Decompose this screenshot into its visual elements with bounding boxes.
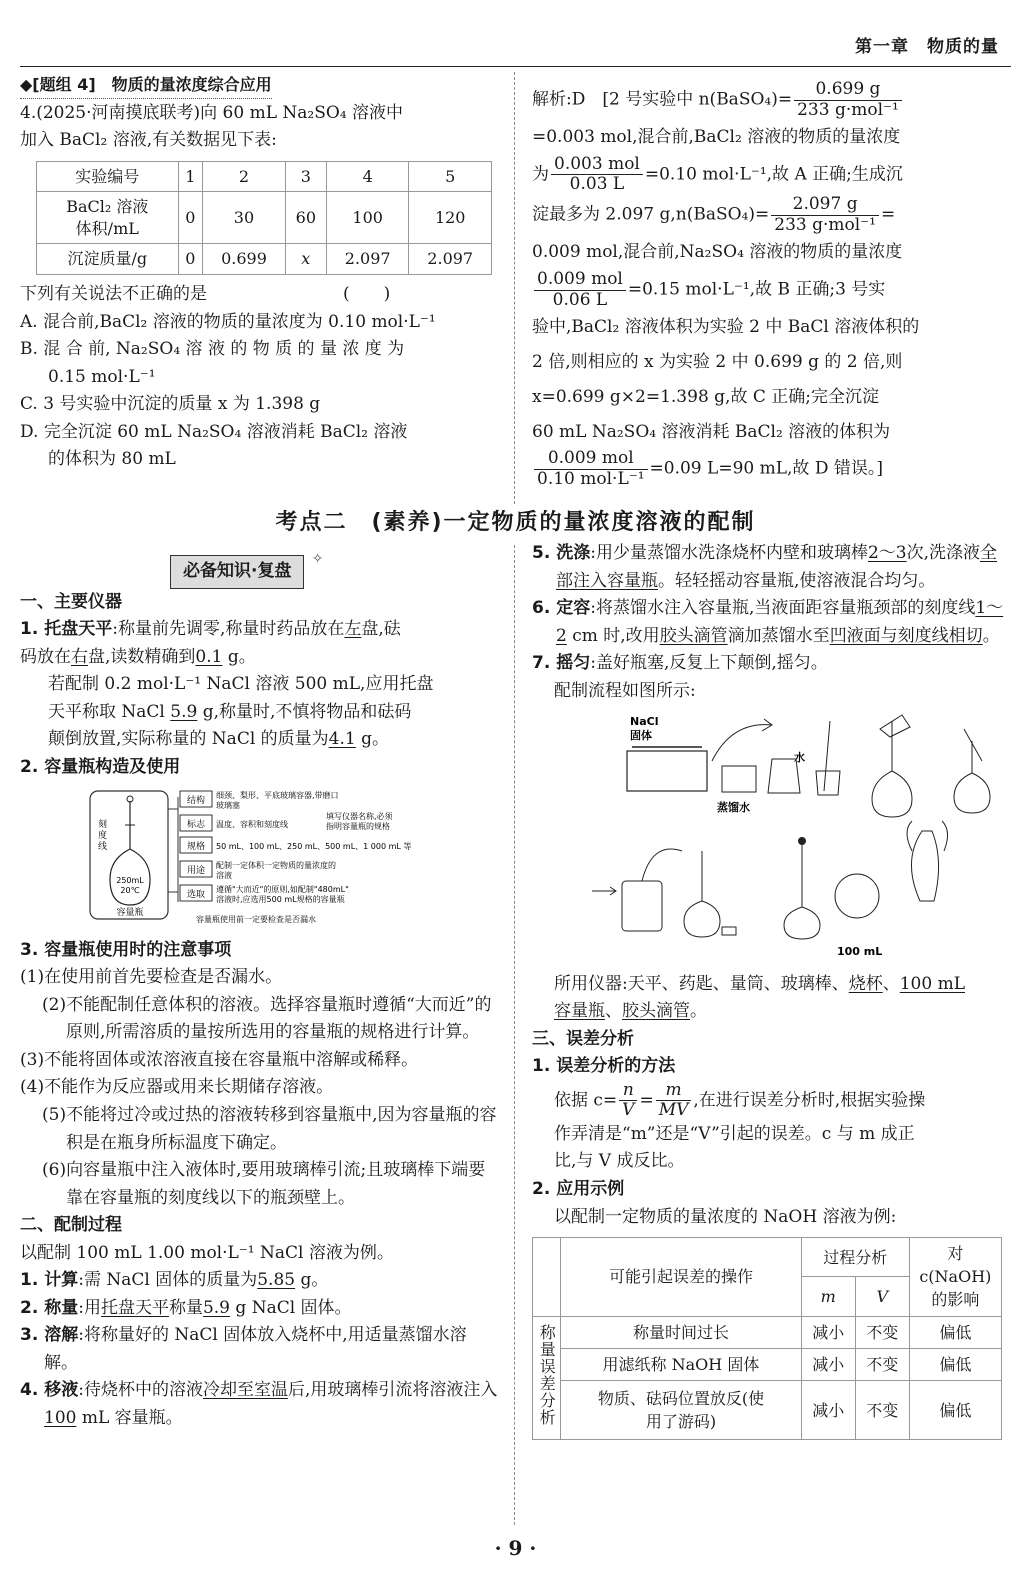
answer: 烧杯 xyxy=(848,973,883,994)
fraction-num: 0.009 mol xyxy=(534,270,626,291)
table-cell: 减小 xyxy=(801,1316,855,1348)
table-cell: 减小 xyxy=(801,1381,855,1440)
group-title: ◆[题组 4] 物质的量浓度综合应用 xyxy=(20,72,272,99)
fraction-den: 0.10 mol·L⁻¹ xyxy=(537,468,645,489)
table-row xyxy=(533,1238,1002,1277)
text: :用少量蒸馏水洗涤烧杯内壁和玻璃棒 xyxy=(590,543,868,563)
fraction xyxy=(534,270,626,310)
answer: 5.85 xyxy=(257,1270,296,1291)
answer: 左 xyxy=(344,619,362,640)
table-cell: 偏低 xyxy=(909,1348,1001,1380)
item-label: 2. 应用示例 xyxy=(532,1179,625,1199)
column-divider-bottom xyxy=(514,545,515,1525)
table-cell: 实验编号 xyxy=(37,161,179,192)
item-label: 1. 误差分析的方法 xyxy=(532,1056,676,1077)
row-value: 玻璃塞 xyxy=(216,801,240,811)
table-cell: 称量时间过长 xyxy=(561,1316,802,1348)
question-stem: 下列有关说法不正确的是 ( ) xyxy=(20,283,391,304)
badge-label: 必备知识·复盘 xyxy=(183,561,292,581)
nacl-label: NaCl xyxy=(630,715,659,729)
step-label: 7. 摇匀 xyxy=(532,653,591,674)
fraction xyxy=(771,195,879,235)
table-cell: x xyxy=(285,244,326,275)
sol-text: 验中,BaCl₂ 溶液体积为实验 2 中 BaCl 溶液体积的 xyxy=(532,317,920,338)
option-b: B. 混 合 前, Na₂SO₄ 溶 液 的 物 质 的 量 浓 度 为 xyxy=(20,339,405,360)
beaker-icon xyxy=(816,771,840,795)
row-value: 温度、容积和刻度线 xyxy=(216,820,288,830)
item-label: 1. 托盘天平 xyxy=(20,619,113,640)
text: 比,与 V 成反比。 xyxy=(554,1151,685,1172)
step-label: 6. 定容 xyxy=(532,598,591,619)
table-cell: 5 xyxy=(409,161,492,192)
dropper-icon xyxy=(798,837,806,845)
text: :称量前先调零,称量时药品放在 xyxy=(112,619,345,640)
text: 码放在 xyxy=(20,646,71,667)
answer: 凹液面与刻度线相切 xyxy=(829,625,983,646)
sol-text: 解析:D [2 号实验中 n(BaSO₄)= xyxy=(532,89,793,110)
text: 颠倒放置,实际称量的 NaCl 的质量为 xyxy=(48,729,329,750)
chapter-header: 第一章 物质的量 xyxy=(855,37,999,57)
answer: 100 mL xyxy=(899,973,965,994)
header-rule xyxy=(20,66,1011,67)
text: 依据 c= xyxy=(554,1090,618,1111)
sol-text: =0.15 mol·L⁻¹,故 B 正确;3 号实 xyxy=(627,279,886,300)
flask-name: 容量瓶 xyxy=(116,908,144,919)
side-label: 称量误差分析 xyxy=(537,1323,557,1426)
answer: 右 xyxy=(71,646,88,667)
text: g NaCl 固体。 xyxy=(230,1297,352,1318)
table-cell: 0 xyxy=(178,244,203,275)
text: g。 xyxy=(295,1270,329,1291)
heading-process: 二、配制过程 xyxy=(20,1215,122,1236)
answer: 容量瓶 xyxy=(554,1001,605,1022)
fraction-den: 0.06 L xyxy=(552,289,608,310)
header-line: 对 c(NaOH) xyxy=(919,1244,992,1287)
fraction-num: m xyxy=(656,1081,692,1102)
option-d-cont: 的体积为 80 mL xyxy=(48,449,176,470)
hand-icon xyxy=(907,821,948,851)
beaker-icon xyxy=(768,759,800,793)
answer: 5.9 xyxy=(202,1297,230,1318)
table-cell: 3 xyxy=(285,161,326,192)
table-cell: 过程分析 xyxy=(801,1238,909,1277)
note-1: (1)在使用前首先要检查是否漏水。 xyxy=(20,967,283,988)
table-cell: 不变 xyxy=(855,1316,909,1348)
spec-rows xyxy=(180,790,411,904)
flask-volume-label: 250mL xyxy=(116,876,144,886)
sol-text: = xyxy=(880,204,896,225)
flask-icon xyxy=(784,871,820,939)
fraction-den: 233 g·mol⁻¹ xyxy=(797,99,899,120)
note-3: (3)不能将固体或浓溶液直接在容量瓶中溶解或稀释。 xyxy=(20,1049,419,1070)
table-cell xyxy=(37,192,179,244)
step-label: 4. 移液 xyxy=(20,1380,79,1401)
table-cell: 2 xyxy=(203,161,286,192)
text: mL 容量瓶。 xyxy=(76,1407,183,1428)
table-cell: V xyxy=(855,1277,909,1316)
heading-error: 三、误差分析 xyxy=(532,1028,634,1049)
text: 次,洗涤液 xyxy=(906,543,980,563)
text: 盘,砝 xyxy=(361,619,401,640)
table-cell: 4 xyxy=(326,161,409,192)
table-row xyxy=(533,1316,1002,1348)
text: = xyxy=(639,1090,654,1111)
preparation-flow-diagram xyxy=(572,711,1012,961)
volumetric-flask-diagram xyxy=(30,787,430,927)
table-row xyxy=(533,1348,1002,1380)
question-intro-2: 加入 BaCl₂ 溶液,有关数据见下表: xyxy=(20,130,277,151)
beaker-pour-icon xyxy=(880,715,910,737)
text: :待烧杯中的溶液 xyxy=(78,1380,203,1401)
text: 滴加蒸馏水至 xyxy=(727,625,830,646)
option-d: D. 完全沉淀 60 mL Na₂SO₄ 溶液消耗 BaCl₂ 溶液 xyxy=(20,421,408,442)
experiment-table xyxy=(36,161,492,275)
text: 作弄清是“m”还是“V”引起的误差。c 与 m 成正 xyxy=(554,1123,915,1144)
row-label-line-2: 体积/mL xyxy=(75,218,139,238)
text: 若配制 0.2 mol·L⁻¹ NaCl 溶液 500 mL,应用托盘 xyxy=(48,674,434,695)
star-icon: ✧ xyxy=(311,551,324,567)
text: 以配制一定物质的量浓度的 NaOH 溶液为例: xyxy=(554,1206,897,1227)
sol-text: 2 倍,则相应的 x 为实验 2 中 0.699 g 的 2 倍,则 xyxy=(532,351,903,372)
table-cell: 物质、砝码位置放反(使用了游码) xyxy=(561,1381,802,1440)
fraction-den: 233 g·mol⁻¹ xyxy=(774,214,876,235)
text: g。 xyxy=(355,729,390,750)
answer: 胶头滴管 xyxy=(659,625,728,646)
flow-intro: 配制流程如图所示: xyxy=(554,680,696,701)
text: :将蒸馏水注入容量瓶,当液面距容量瓶颈部的刻度线 xyxy=(590,598,976,619)
fraction xyxy=(534,449,648,489)
text: 。轻轻摇动容量瓶,使溶液混合均匀。 xyxy=(658,570,936,591)
fraction-den: 0.03 L xyxy=(569,174,625,195)
text: 。 xyxy=(690,1001,707,1022)
row-value: 配制一定体积一定物质的量浓度的 xyxy=(216,861,336,871)
text: 后,用玻璃棒引流将溶液注入 xyxy=(287,1380,498,1401)
table-cell: 可能引起误差的操作 xyxy=(561,1238,802,1317)
table-cell: 偏低 xyxy=(909,1381,1001,1440)
annotation-note: 填写仪器名称,必须指明容量瓶的规格 xyxy=(326,812,393,832)
table-cell: 1 xyxy=(178,161,203,192)
balance-icon xyxy=(627,751,707,791)
answer: 冷却至室温 xyxy=(202,1380,288,1401)
row-key: 结构 xyxy=(186,796,206,807)
sol-text: x=0.699 g×2=1.398 g,故 C 正确;完全沉淀 xyxy=(532,386,879,407)
text: 所用仪器:天平、药匙、量筒、玻璃棒、 xyxy=(554,973,849,994)
tube-icon xyxy=(642,849,682,881)
row-key: 标志 xyxy=(186,820,206,831)
answer: 4.1 xyxy=(328,729,356,750)
answer: 100 xyxy=(44,1407,77,1428)
table-row xyxy=(533,1381,1002,1440)
row-key: 规格 xyxy=(186,842,206,853)
solution-block xyxy=(532,80,1010,490)
flask-icon xyxy=(684,851,720,937)
text: :盖好瓶塞,反复上下颠倒,摇匀。 xyxy=(590,653,828,674)
answer: 0.1 xyxy=(195,646,223,667)
fraction-den: V xyxy=(622,1100,635,1121)
text: 称量 xyxy=(168,1297,203,1318)
volume-label: 100 mL xyxy=(837,945,883,959)
table-cell: m xyxy=(801,1277,855,1316)
fraction xyxy=(656,1081,692,1121)
table-cell: 120 xyxy=(409,192,492,244)
sol-text: 0.009 mol,混合前,Na₂SO₄ 溶液的物质的量浓度 xyxy=(532,242,903,263)
sol-text: =0.003 mol,混合前,BaCl₂ 溶液的物质的量浓度 xyxy=(532,127,901,148)
fraction-num: 0.003 mol xyxy=(551,155,643,176)
flask-icon xyxy=(954,741,990,813)
fraction-den: MV xyxy=(658,1100,689,1121)
beaker-icon xyxy=(722,766,756,792)
table-cell: 2.097 xyxy=(326,244,409,275)
text: g。 xyxy=(222,646,256,667)
text: :用 xyxy=(78,1297,101,1318)
row-value: 溶液 xyxy=(216,871,232,881)
row-key: 用途 xyxy=(186,866,206,877)
column-divider-top xyxy=(514,72,515,504)
table-row xyxy=(37,161,492,192)
answer: 托盘天平 xyxy=(100,1297,169,1318)
step-label: 2. 称量 xyxy=(20,1297,79,1318)
fraction-num: 0.009 mol xyxy=(534,449,648,470)
beaker-icon xyxy=(722,927,736,935)
flask-temp-label: 20℃ xyxy=(120,886,140,896)
fraction xyxy=(794,80,902,120)
row-value: 溶液时,应选用500 mL规格的容量瓶 xyxy=(216,895,345,905)
step-label: 1. 计算 xyxy=(20,1270,79,1291)
process-intro: 以配制 100 mL 1.00 mol·L⁻¹ NaCl 溶液为例。 xyxy=(20,1242,394,1263)
table-cell: 偏低 xyxy=(909,1316,1001,1348)
table-cell xyxy=(533,1316,561,1440)
table-cell: 沉淀质量/g xyxy=(37,244,179,275)
table-cell: 30 xyxy=(203,192,286,244)
sol-text: =0.10 mol·L⁻¹,故 A 正确;生成沉 xyxy=(644,164,903,185)
table-cell: 不变 xyxy=(855,1381,909,1440)
table-cell xyxy=(909,1238,1001,1317)
distilled-water-label: 蒸馏水 xyxy=(717,801,750,815)
question-4-block xyxy=(20,72,498,474)
text: ,在进行误差分析时,根据实验操 xyxy=(693,1090,926,1111)
scale-label: 刻度线 xyxy=(98,820,108,853)
table-row xyxy=(37,192,492,244)
text: :将称量好的 NaCl 固体放入烧杯中,用适量蒸馏水溶解。 xyxy=(44,1325,467,1373)
section-title: 考点二 (素养)一定物质的量浓度溶液的配制 xyxy=(275,510,756,535)
answer: 2～3 xyxy=(867,543,907,563)
row-label-line-1: BaCl₂ 溶液 xyxy=(66,197,149,217)
inverting-flask-icon xyxy=(911,831,938,901)
note-5: (5)不能将过冷或过热的溶液转移到容量瓶中,因为容量瓶的容积是在瓶身所标温度下确定。 xyxy=(42,1104,497,1153)
heading-instruments: 一、主要仪器 xyxy=(20,591,122,612)
knowledge-left xyxy=(20,551,498,1432)
fraction-num: 2.097 g xyxy=(771,195,879,216)
table-cell: 减小 xyxy=(801,1348,855,1380)
answer: 1～2 xyxy=(556,598,1004,646)
table-cell: 不变 xyxy=(855,1348,909,1380)
text: g,称量时,不慎将物品和砝码 xyxy=(197,701,412,722)
fraction xyxy=(619,1081,637,1121)
text: 。 xyxy=(982,625,1000,646)
table-cell xyxy=(533,1238,561,1317)
text: 、 xyxy=(882,973,900,994)
row-value: 遵循"大而近"的原则,如配制"480mL" xyxy=(216,885,349,895)
table-cell: 用滤纸称 NaOH 固体 xyxy=(561,1348,802,1380)
sol-text: 60 mL Na₂SO₄ 溶液消耗 BaCl₂ 溶液的体积为 xyxy=(532,421,891,442)
question-intro-1: 4.(2025·河南摸底联考)向 60 mL Na₂SO₄ 溶液中 xyxy=(20,102,404,123)
note-2: (2)不能配制任意体积的溶液。选择容量瓶时遵循“大而近”的原则,所需溶质的量按所选用的容量瓶的规格进行计算。 xyxy=(42,994,492,1043)
text: :需 NaCl 固体的质量为 xyxy=(78,1270,258,1291)
knowledge-badge xyxy=(170,551,324,589)
table-cell: 0.699 xyxy=(203,244,286,275)
answer: 5.9 xyxy=(170,701,198,722)
step-label: 3. 溶解 xyxy=(20,1325,79,1346)
table-cell: 60 xyxy=(285,192,326,244)
fraction-num: 0.699 g xyxy=(794,80,902,101)
page-number: · 9 · xyxy=(494,1535,537,1560)
solid-label: 固体 xyxy=(630,729,652,743)
text: 天平称取 NaCl xyxy=(48,701,171,722)
flask-icon xyxy=(872,721,912,817)
option-c: C. 3 号实验中沉淀的质量 x 为 1.398 g xyxy=(20,394,321,415)
sol-text: 为 xyxy=(532,164,549,185)
glass-rod-icon xyxy=(964,729,982,761)
sol-text: 淀最多为 2.097 g,n(BaSO₄)= xyxy=(532,204,770,225)
option-a: A. 混合前,BaCl₂ 溶液的物质的量浓度为 0.10 mol·L⁻¹ xyxy=(20,311,436,332)
wash-bottle-icon xyxy=(622,881,662,931)
fraction-num: n xyxy=(619,1081,637,1102)
knowledge-right xyxy=(532,540,1010,1440)
sol-text: =0.09 L=90 mL,故 D 错误。] xyxy=(649,458,883,479)
note-4: (4)不能作为反应器或用来长期储存溶液。 xyxy=(20,1077,334,1098)
error-table xyxy=(532,1237,1002,1440)
item-label: 2. 容量瓶构造及使用 xyxy=(20,756,181,777)
water-label: 水 xyxy=(794,751,805,765)
table-cell: 2.097 xyxy=(409,244,492,275)
row-value: 50 mL、100 mL、250 mL、500 mL、1 000 mL 等 xyxy=(216,842,412,852)
fraction xyxy=(551,155,643,195)
magnifier-icon xyxy=(835,874,879,918)
caption: 容量瓶使用前一定要检查是否漏水 xyxy=(196,915,316,925)
table-cell: 0 xyxy=(178,192,203,244)
option-b-cont: 0.15 mol·L⁻¹ xyxy=(48,366,156,387)
glass-rod-icon xyxy=(824,721,830,791)
text: 盘,读数精确到 xyxy=(88,646,196,667)
table-row xyxy=(37,244,492,275)
row-key: 选取 xyxy=(186,890,206,901)
step-label: 5. 洗涤 xyxy=(532,543,591,563)
table-cell: 100 xyxy=(326,192,409,244)
item-label: 3. 容量瓶使用时的注意事项 xyxy=(20,939,232,960)
row-value: 细颈、梨形、平底玻璃容器,带磨口 xyxy=(216,791,339,801)
flask-frame xyxy=(90,791,168,919)
text: 、 xyxy=(605,1001,622,1022)
answer: 胶头滴管 xyxy=(622,1001,690,1022)
answer: 全部注入容量瓶 xyxy=(556,543,997,591)
header-line: 的影响 xyxy=(931,1290,980,1310)
text: cm 时,改用 xyxy=(566,625,660,646)
note-6: (6)向容量瓶中注入液体时,要用玻璃棒引流;且玻璃棒下端要靠在容量瓶的刻度线以下的瓶颈壁上。 xyxy=(42,1160,486,1208)
